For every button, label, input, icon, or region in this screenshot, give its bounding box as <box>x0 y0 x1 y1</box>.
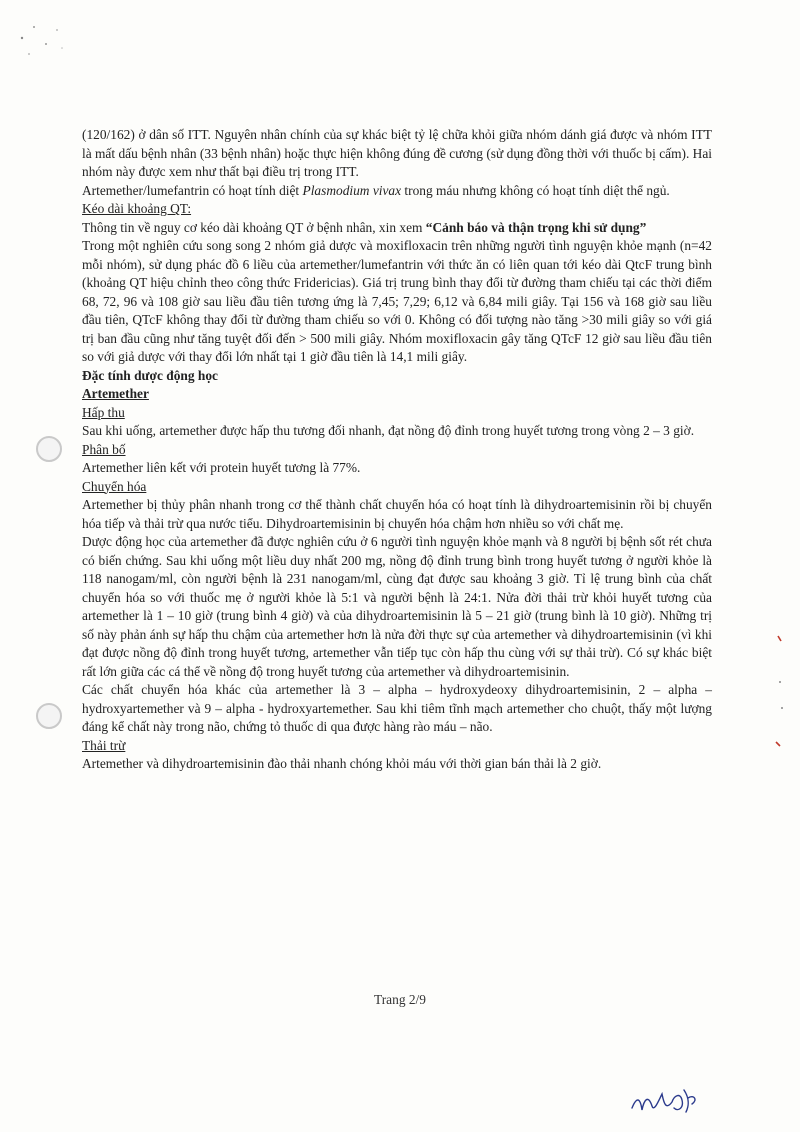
text-run: trong máu nhưng không có hoạt tính diệt thể ngủ. <box>401 182 670 198</box>
section-subheading: Phân bố <box>82 441 126 457</box>
paragraph: Artemether và dihydroartemisinin đào thải nhanh chóng khỏi máu với thời gian bán thải là 2 giờ. <box>82 756 602 771</box>
section-subheading: Hấp thu <box>82 404 125 420</box>
subsection-heading: Artemether <box>82 386 149 401</box>
page-number: Trang 2/9 <box>374 992 426 1007</box>
section-subheading: Chuyển hóa <box>82 478 147 494</box>
text-run: Plasmodium vivax <box>302 182 402 198</box>
paragraph: Dược động học của artemether đã được nghiên cứu ở 6 người tình nguyện khỏe mạnh và 8 người bị bệnh sốt rét chưa có biến chứng. Sau khi uống một liều duy nhất 200 mg, nồng độ đỉnh trung bình trong huyết tương ở người khỏe là 118 nanogam/ml, còn người bệnh là 231 nanogam/ml, cùng đạt được sau khoảng 3 giờ. Tỉ lệ trung bình của chất chuyển hóa so với thuốc mẹ ở người khỏe là 5:1 và người bệnh là 24:1. Nửa đời thải trừ khỏi huyết tương của artemether là 1 – 10 giờ (trung bình 4 giờ) và của dihydroartemisinin là 5 – 21 giờ (trung bình là 10 giờ). Những trị số này phản ánh sự hấp thu chậm của artemether hơn là nửa đời thực sự của artemether và dihydroartemisinin (vì khi đạt được nồng độ đỉnh trong huyết tương, artemether vẫn tiếp tục còn hấp thu cùng với sự thải trừ). Có sự khác biệt rất lớn giữa các cá thể về nồng độ trong huyết tương của artemether và dihydroartemisinin. <box>82 534 712 679</box>
punch-hole-icon <box>36 436 62 462</box>
paragraph: Trong một nghiên cứu song song 2 nhóm giả dược và moxifloxacin trên những người tình nguyện khỏe mạnh (n=42 mỗi nhóm), sử dụng phác đồ 6 liều của artemether/lumefantrin với thức ăn có liên quan tới kéo dài QtcF trung bình (khoảng QT hiệu chỉnh theo công thức Fridericias). Giá trị trung bình thay đổi từ đường tham chiếu tại các thời điểm 68, 72, 96 và 108 giờ sau liều đầu tiên tương ứng là 7,45; 7,29; 6,12 và 6,84 mili giây. Tại 156 và 168 giờ sau liều đầu tiên, QTcF không thay đổi từ đường tham chiếu so với 0. Không có đối tượng nào tăng >30 mili giây so với giá trị ban đầu cũng như tăng tuyệt đối đến > 500 mili giây. Nhóm moxifloxacin gây tăng QTcF 12 giờ sau liều đầu tiên so với giả dược với thay đổi lớn nhất tại 1 giờ đầu tiên là 14,1 mili giây. <box>82 238 712 364</box>
paragraph <box>82 219 712 238</box>
paragraph: Artemether liên kết với protein huyết tương là 77%. <box>82 460 361 475</box>
text-run: “Cảnh báo và thận trọng khi sử dụng” <box>425 219 647 235</box>
handwritten-signature <box>628 1082 708 1122</box>
text-run: Artemether/lumefantrin có hoạt tính diệt <box>82 182 303 198</box>
punch-hole-icon <box>36 703 62 729</box>
paragraph: Các chất chuyển hóa khác của artemether là 3 – alpha – hydroxydeoxy dihydroartemisinin, 2 – alpha – hydroxyartemether và 9 – alpha - hydroxyartemether. Sau khi tiêm tĩnh mạch artemether cho chuột, thấy một lượng đáng kể chất này trong não, chứng tỏ thuốc di qua được hàng rào máu – não. <box>82 682 712 734</box>
text-run: Thông tin về nguy cơ kéo dài khoảng QT ở bệnh nhân, xin xem <box>82 219 426 235</box>
margin-marks <box>770 630 790 760</box>
paragraph: Artemether bị thủy phân nhanh trong cơ thể thành chất chuyển hóa có hoạt tính là dihydroartemisinin rồi bị chuyển hóa tiếp và thải trừ qua nước tiểu. Dihydroartemisinin bị chuyển hóa chậm hơn nhiều so với chất mẹ. <box>82 497 712 531</box>
section-subheading: Thải trừ <box>82 737 126 753</box>
paragraph <box>82 182 712 201</box>
section-heading: Đặc tính dược động học <box>82 367 218 383</box>
paragraph: (120/162) ở dân số ITT. Nguyên nhân chính của sự khác biệt tỷ lệ chữa khỏi giữa nhóm dánh giá được và nhóm ITT là mất dấu bệnh nhân (33 bệnh nhân) hoặc thực hiện không đúng đề cương (sử dụng đồng thời với thuốc bị cấm). Hai nhóm này được xem như thất bại điều trị trong ITT. <box>82 127 712 179</box>
paragraph: Sau khi uống, artemether được hấp thu tương đối nhanh, đạt nồng độ đỉnh trong huyết tương trong vòng 2 – 3 giờ. <box>82 423 695 438</box>
document-body <box>82 126 712 774</box>
section-subheading: Kéo dài khoảng QT: <box>82 201 192 216</box>
scan-noise <box>0 0 90 70</box>
